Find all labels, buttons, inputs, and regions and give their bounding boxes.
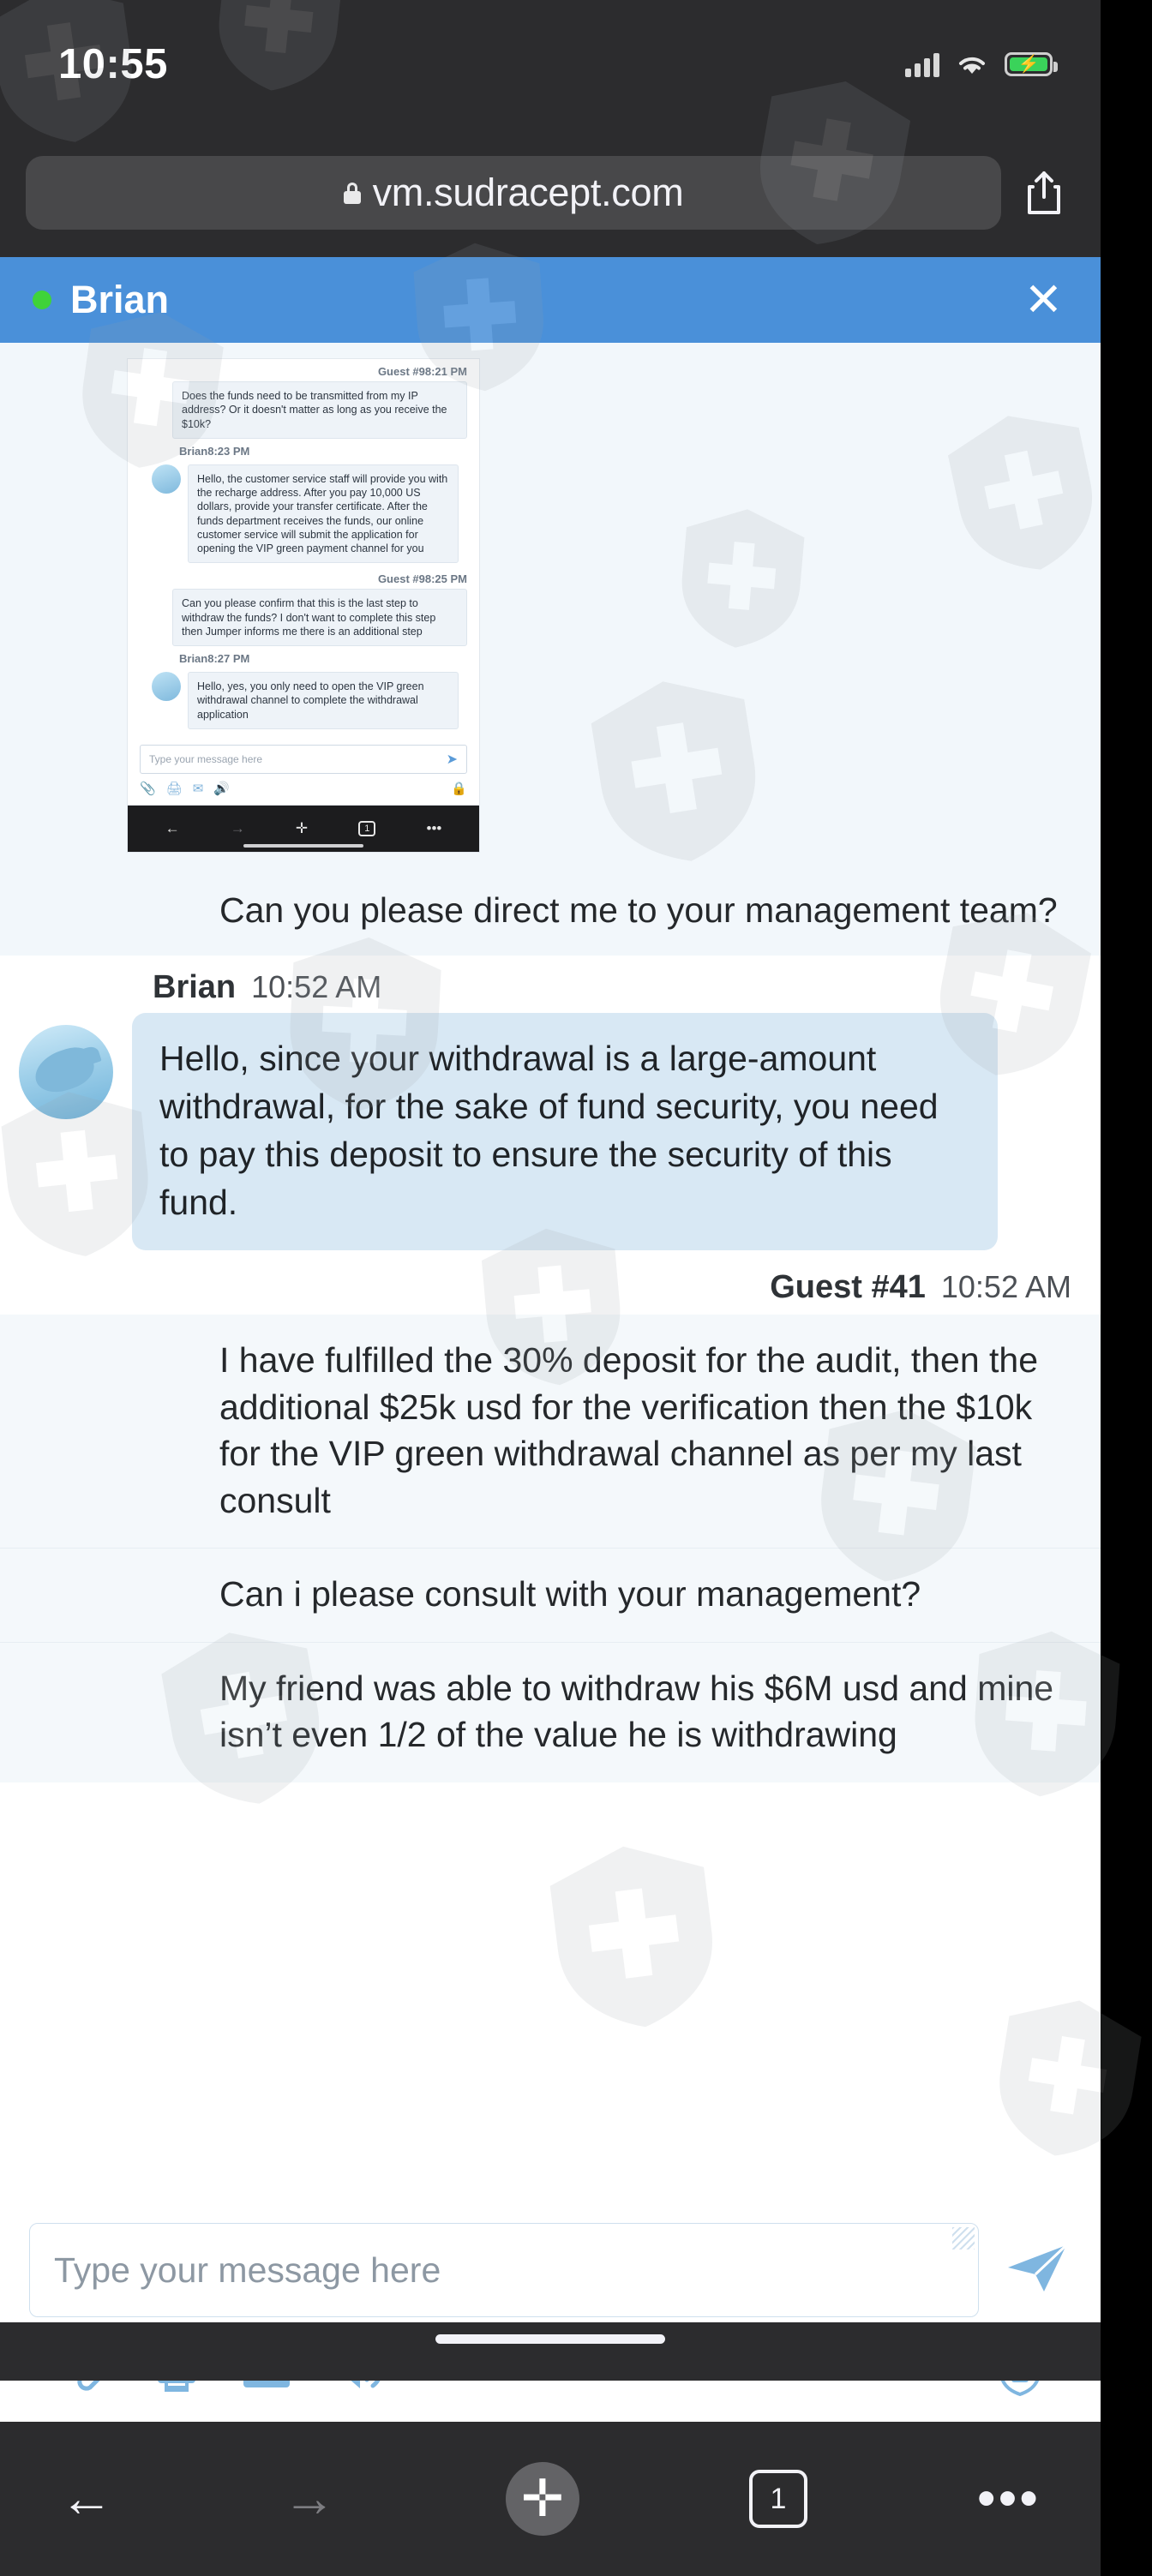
lock-icon (344, 183, 361, 204)
nested-message-row (128, 668, 479, 733)
nested-browser-bar (128, 806, 479, 852)
message-text: My friend was able to withdraw his $6M usd and mine isn’t even 1/2 of the value he is withdrawing (0, 1642, 1101, 1782)
nested-message-text: Can you please confirm that this is the last step to withdraw the funds? I don't want to complete this step then Jumper informs me there is an additional step (172, 589, 467, 646)
nested-message-row (128, 461, 479, 567)
forward-arrow-icon[interactable]: → (282, 2469, 336, 2528)
sender-name: Brian (153, 969, 237, 1006)
nested-composer-input (140, 745, 467, 774)
message-meta-brian (0, 956, 1101, 1013)
email-icon: ✉ (192, 781, 204, 796)
address-field[interactable] (26, 156, 1001, 230)
message-text: I have fulfilled the 30% deposit for the audit, then the additional $25k usd for the verification then the $10k for the VIP green withdrawal channel as per my last consult (219, 1340, 1039, 1520)
chat-composer (0, 2194, 1101, 2422)
plus-icon[interactable]: ✛ (506, 2462, 579, 2536)
avatar (19, 1025, 113, 1119)
nested-meta (128, 646, 479, 668)
tabs-count[interactable]: 1 (749, 2470, 807, 2528)
avatar (152, 672, 181, 701)
nested-meta (128, 439, 479, 461)
nested-meta (128, 359, 479, 381)
nested-timestamp: 8:23 PM (207, 444, 250, 458)
sender-name: Guest #41 (770, 1269, 926, 1306)
ellipsis-icon[interactable]: ••• (976, 2468, 1041, 2528)
status-indicators (905, 51, 1053, 77)
chat-header (0, 257, 1101, 343)
chat-title: Brian (70, 278, 170, 321)
message-input[interactable] (29, 2223, 979, 2317)
nested-timestamp: 8:25 PM (424, 572, 467, 586)
url-text: vm.sudracept.com (372, 171, 684, 214)
message-brian (0, 1013, 1101, 1250)
status-bar (0, 0, 1101, 129)
nested-sender-name: Brian (179, 652, 208, 665)
ellipsis-icon: ••• (426, 819, 442, 836)
timestamp: 10:52 AM (940, 1269, 1071, 1305)
battery-charging-icon: ⚡ (1005, 52, 1053, 76)
avatar (152, 464, 181, 494)
message-meta-guest (0, 1250, 1101, 1315)
browser-bottom-bar (0, 2422, 1101, 2576)
message-screenshot-attachment (0, 343, 1101, 868)
nested-timestamp: 8:21 PM (424, 365, 467, 378)
online-status-dot (33, 291, 51, 309)
back-arrow-icon[interactable]: ← (60, 2469, 113, 2528)
forward-arrow-icon: → (230, 819, 245, 836)
sound-icon: 🔊 (213, 781, 230, 796)
resize-handle[interactable] (952, 2227, 975, 2250)
nested-sender-name: Guest #9 (377, 572, 425, 586)
message-guest (0, 868, 1101, 956)
wifi-icon (955, 51, 989, 77)
nested-composer-placeholder: Type your message here (149, 752, 263, 765)
send-plane-icon: ➤ (446, 752, 458, 767)
nested-timestamp: 8:27 PM (207, 652, 250, 665)
status-clock: 10:55 (58, 41, 168, 87)
message-guest-group (0, 1315, 1101, 1782)
nested-tools-row (128, 779, 479, 806)
chat-message-list[interactable] (0, 343, 1101, 2194)
message-text: Can i please consult with your management? (0, 1548, 1101, 1642)
share-icon[interactable] (1013, 156, 1075, 230)
close-icon[interactable]: ✕ (1023, 274, 1063, 326)
back-arrow-icon: ← (165, 819, 180, 836)
message-text: Hello, since your withdrawal is a large-amount withdrawal, for the sake of fund security, you need to pay this deposit to ensure the security of this fund. (132, 1013, 998, 1250)
browser-url-bar (0, 129, 1101, 257)
tabs-count: 1 (358, 821, 375, 836)
home-indicator (0, 2322, 1101, 2381)
nested-message-text: Hello, the customer service staff will provide you with the recharge address. After you pay 10,000 US dollars, provide your transfer certificate. After the funds department receives the funds, our online customer service will submit the application for opening the VIP green payment channel for you (188, 464, 459, 564)
nested-message-text: Hello, yes, you only need to open the VIP green withdrawal channel to complete the withdrawal application (188, 672, 459, 729)
cellular-bars-icon (905, 51, 939, 77)
lock-icon: 🔒 (451, 781, 467, 796)
message-text: Can you please direct me to your management team? (219, 890, 1058, 930)
nested-meta (128, 566, 479, 589)
plus-icon: ✛ (295, 819, 309, 836)
printer-icon: 🖨 (165, 781, 183, 796)
send-plane-icon[interactable] (1003, 2238, 1071, 2303)
timestamp: 10:52 AM (251, 969, 382, 1005)
nested-chat-screenshot (127, 358, 480, 853)
message-input-placeholder: Type your message here (54, 2250, 441, 2290)
nested-sender-name: Brian (179, 444, 208, 458)
nested-message-text: Does the funds need to be transmitted from my IP address? Or it doesn't matter as long as you receive the $10k? (172, 381, 467, 439)
nested-sender-name: Guest #9 (377, 365, 425, 378)
attachment-icon: 📎 (140, 781, 156, 796)
